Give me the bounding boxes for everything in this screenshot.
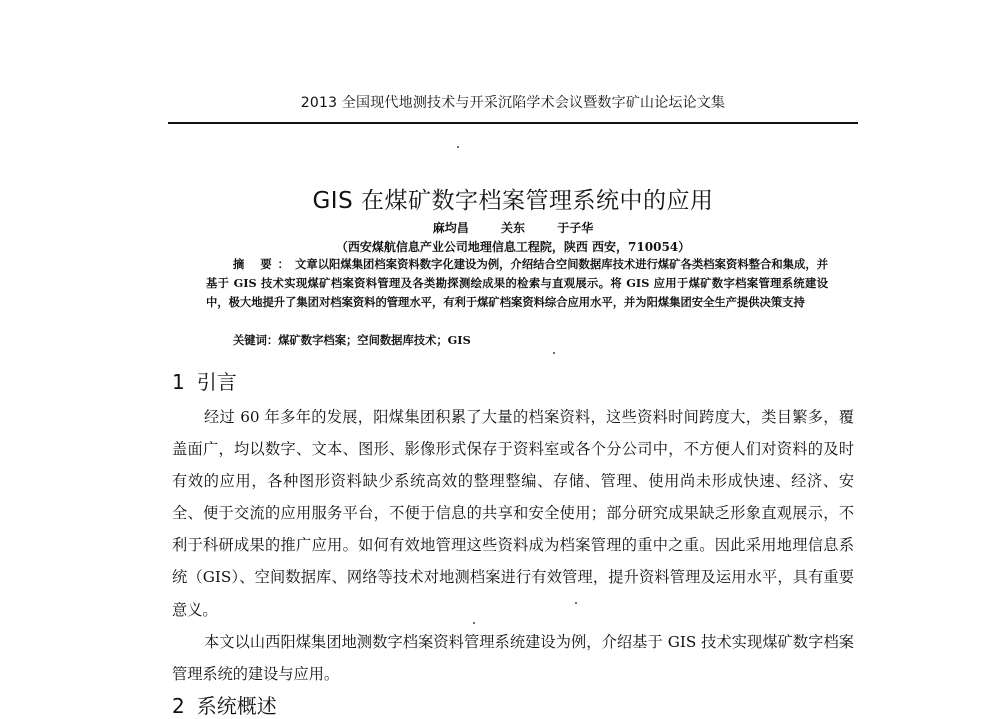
keywords-text: 煤矿数字档案；空间数据库技术；GIS: [278, 333, 471, 347]
abstract-text: 文章以阳煤集团档案资料数字化建设为例，介绍结合空间数据库技术进行煤矿各类档案资料整合和集成，并基于 GIS 技术实现煤矿档案资料管理及各类勘探测绘成果的检索与直观展示。将 GIS 应用于煤矿数字档案管理系统建设中，极大地提升了集团对档案资料的管理水平，有利于煤矿档案资料综合应用水平，并为阳煤集团安全生产提供决策支持: [206, 257, 829, 309]
scan-speck: [457, 146, 459, 148]
section-number: 1: [172, 370, 185, 394]
affiliation: （西安煤航信息产业公司地理信息工程院，陕西 西安，710054）: [335, 240, 691, 254]
section-heading: [172, 690, 277, 719]
running-header: 2013 全国现代地测技术与开采沉陷学术会议暨数字矿山论坛论文集: [300, 95, 726, 111]
body-paragraph: 本文以山西阳煤集团地测数字档案资料管理系统建设为例，介绍基于 GIS 技术实现煤矿数字档案管理系统的建设与应用。: [172, 632, 854, 683]
author-name: 关东: [500, 221, 525, 235]
paper-title: GIS 在煤矿数字档案管理系统中的应用: [312, 188, 714, 214]
scan-speck: [553, 352, 555, 354]
body-paragraph: 经过 60 年多年的发展，阳煤集团积累了大量的档案资料，这些资料时间跨度大，类目繁多，覆盖面广，均以数字、文本、图形、影像形式保存于资料室或各个分公司中，不方便人们对资料的及时有效的应用，各种图形资料缺少系统高效的整理整编、存储、管理、使用尚未形成快速、经济、安全、便于交流的应用服务平台，不便于信息的共享和安全使用；部分研究成果缺乏形象直观展示，不利于科研成果的推广应用。如何有效地管理这些资料成为档案管理的重中之重。因此采用地理信息系统（GIS）、空间数据库、网络等技术对地测档案进行有效管理，提升资料管理及运用水平，具有重要意义。: [172, 408, 854, 619]
scan-speck: [473, 622, 475, 624]
author-name: 于子华: [557, 221, 594, 235]
author-name: 麻均昌: [432, 221, 469, 235]
section-number: 2: [172, 694, 185, 718]
author-list: [170, 219, 856, 236]
section-body: [172, 401, 854, 690]
section-title: 引言: [196, 370, 237, 394]
header-rule: [168, 122, 858, 124]
scan-speck: [575, 602, 577, 604]
section-title: 系统概述: [196, 694, 277, 718]
abstract: [206, 255, 828, 312]
section-heading: [172, 366, 237, 395]
abstract-label: 摘 要：: [233, 257, 296, 271]
keywords-label: 关键词：: [233, 333, 279, 347]
keywords: [233, 332, 833, 348]
